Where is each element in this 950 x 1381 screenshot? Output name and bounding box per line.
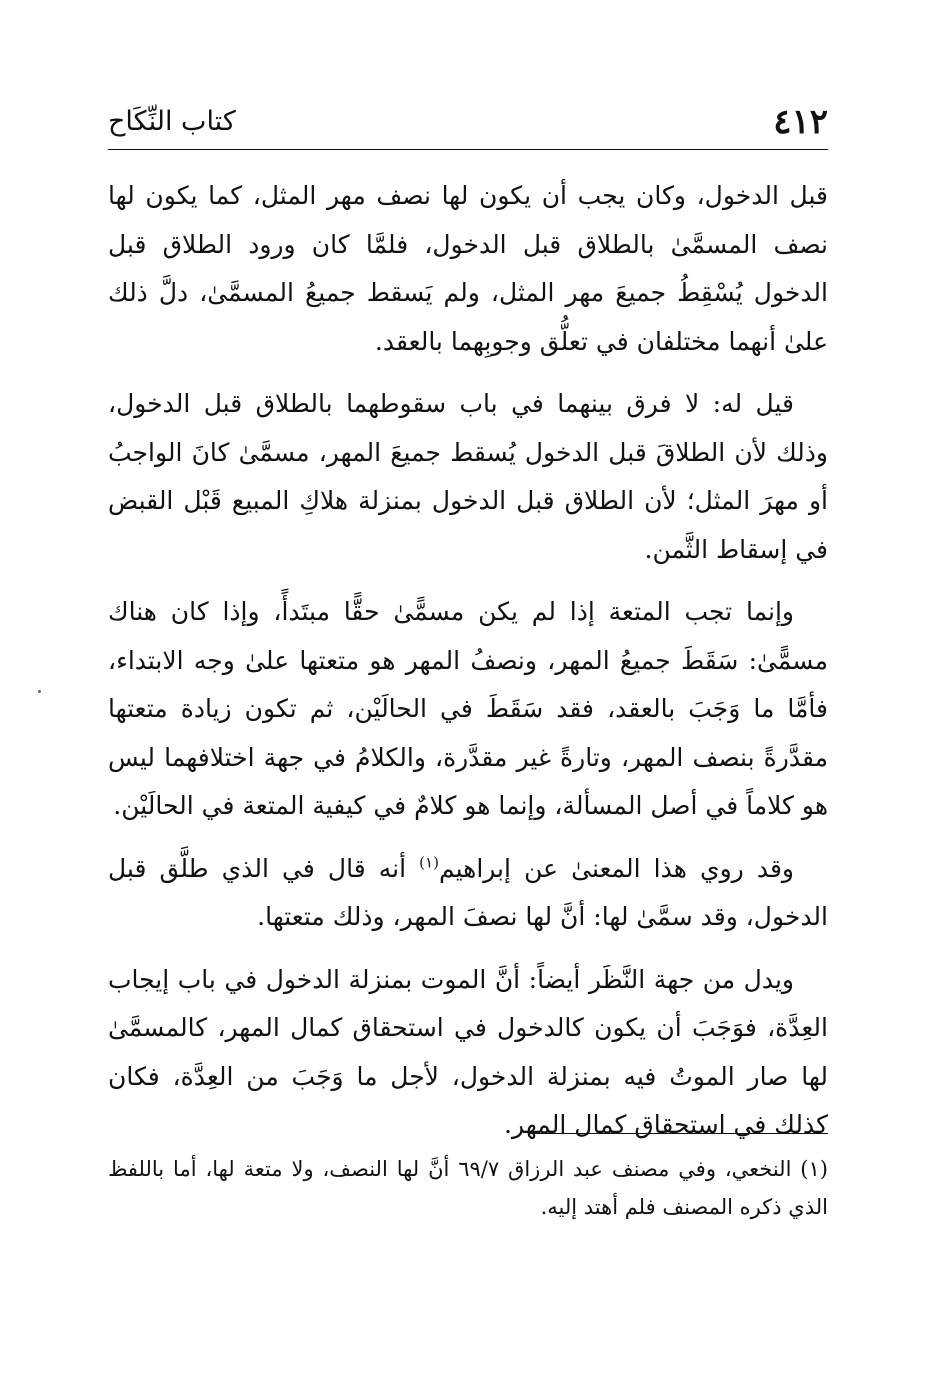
paragraph-4-end: أنه قال في الذي طلَّق قبل الدخول، وقد سمَّىٰ لها: أنَّ لها نصفَ المهر، وذلك متعتها. <box>108 853 828 931</box>
running-header <box>108 100 828 146</box>
book-title: كتاب النِّكَاح <box>108 106 236 137</box>
paragraph-3: وإنما تجب المتعة إذا لم يكن مسمًّىٰ حقًّا مبتَدأً، وإذا كان هناك مسمًّىٰ: سَقَطَ جميعُ المهر، ونصفُ المهر هو متعتها علىٰ وجه الابتداء، فأمَّا ما وَجَبَ بالعقد، فقد سَقَطَ في الحالَيْن، ثم تكون زيادة متعتها مقدَّرةً بنصف المهر، وتارةً غير مقدَّرة، والكلامُ في جهة اختلافهما ليس هو كلاماً في أصل المسألة، وإنما هو كلامٌ في كيفية المتعة في الحالَيْن. <box>108 597 828 820</box>
paragraph-5: ويدل من جهة النَّظَر أيضاً: أنَّ الموت بمنزلة الدخول في باب إيجاب العِدَّة، فوَجَبَ أن يكون كالدخول في استحقاق كمال المهر، كالمسمَّىٰ لها صار الموتُ فيه بمنزلة الدخول، لأجل ما وَجَبَ من العِدَّة، فكان كذلك في استحقاق كمال المهر. <box>108 964 828 1139</box>
header-divider <box>108 149 828 150</box>
scan-speck <box>38 690 41 693</box>
footnote-reference-1[interactable]: (١) <box>419 853 439 872</box>
paragraph-2: قيل له: لا فرق بينهما في باب سقوطهما بالطلاق قبل الدخول، وذلك لأن الطلاقَ قبل الدخول يُسقط جميعَ المهر، مسمَّىٰ كانَ الواجبُ أو مهرَ المثل؛ لأن الطلاق قبل الدخول بمنزلة هلاكِ المبيع قَبْل القبض في إسقاط الثَّمن. <box>108 389 828 564</box>
footnotes <box>108 1150 828 1226</box>
paragraph-4 <box>108 845 828 942</box>
paragraph-1: قبل الدخول، وكان يجب أن يكون لها نصف مهر المثل، كما يكون لها نصف المسمَّىٰ بالطلاق قبل الدخول، فلمَّا كان ورود الطلاق قبل الدخول يُسْقِطُ جميعَ مهر المثل، ولم يَسقط جميعُ المسمَّىٰ، دلَّ ذلك علىٰ أنهما مختلفان في تعلُّق وجوبِهما بالعقد. <box>108 181 828 356</box>
footnote-divider <box>528 1133 828 1134</box>
main-text <box>108 172 828 1164</box>
page-number: ٤١٢ <box>773 102 828 142</box>
footnote-1: (١) النخعي، وفي مصنف عبد الرزاق ٦٩/٧ أنَّ لها النصف، ولا متعة لها، أما باللفظ الذي ذكره المصنف فلم أهتد إليه. <box>108 1157 828 1219</box>
paragraph-4-start: وقد روي هذا المعنىٰ عن إبراهيم <box>438 853 795 883</box>
